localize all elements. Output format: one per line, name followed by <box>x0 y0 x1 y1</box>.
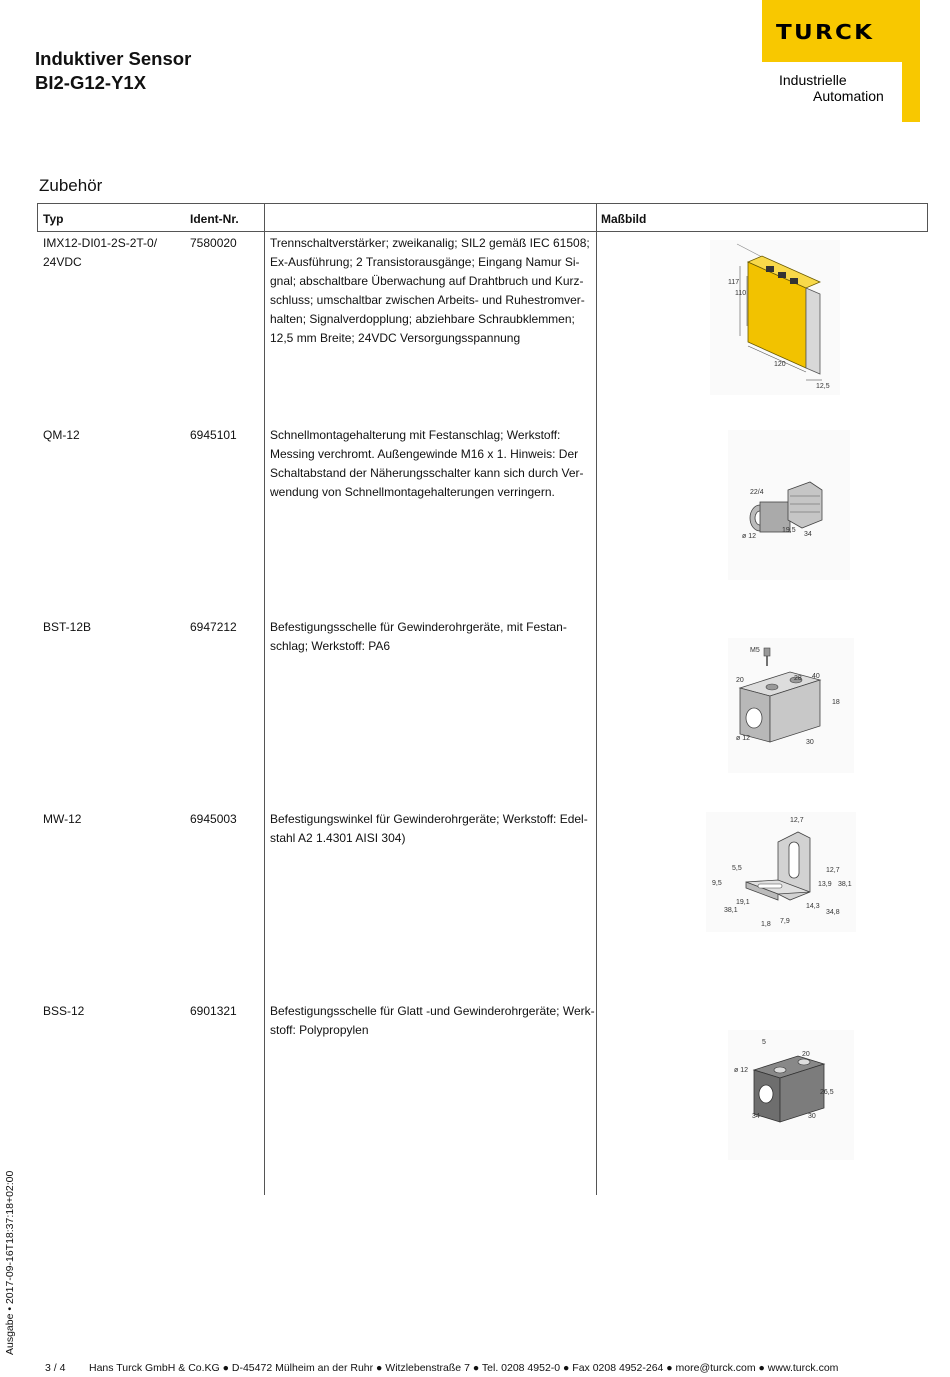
footer <box>45 1362 838 1374</box>
header-type: Typ <box>43 212 64 226</box>
dim-label: 14,3 <box>806 903 820 910</box>
dim-label: 34 <box>752 1113 760 1120</box>
dim-label: 28 <box>794 675 802 682</box>
logo-side-bar <box>902 62 920 122</box>
dim-label: 110 <box>735 290 747 297</box>
row-type: MW-12 <box>43 812 82 826</box>
desc-line: Schnellmontagehalterung mit Festanschlag; Werkstoff: <box>270 428 561 442</box>
desc-line: stoff: Polypropylen <box>270 1023 369 1037</box>
column-divider <box>596 203 597 1195</box>
dim-label: 22/4 <box>750 489 764 496</box>
row-type: BSS-12 <box>43 1004 85 1018</box>
turck-logo-wordmark: TURCK <box>776 20 875 44</box>
dim-label: 38,1 <box>724 907 738 914</box>
desc-line: schlag; Werkstoff: PA6 <box>270 639 391 653</box>
column-divider <box>264 203 265 1195</box>
desc-line: schluss; umschaltbar zwischen Arbeits- und Ruhestromver- <box>270 293 585 307</box>
dim-label: 1,8 <box>761 921 771 928</box>
desc-line: Ex-Ausführung; 2 Transistorausgänge; Eingang Namur Si- <box>270 255 580 269</box>
dim-label: M5 <box>750 647 760 654</box>
desc-line: Schaltabstand der Näherungsschalter kann sich durch Ver- <box>270 466 584 480</box>
bst12b-drawing <box>728 638 854 773</box>
header-drawing: Maßbild <box>601 212 647 226</box>
dim-label: 20 <box>802 1051 810 1058</box>
dim-label: 5,5 <box>732 865 742 872</box>
desc-line: wendung von Schnellmontagehalterungen verringern. <box>270 485 555 499</box>
product-category: Induktiver Sensor <box>35 48 192 69</box>
dim-label: 18 <box>832 699 840 706</box>
row-ident: 6945101 <box>190 428 237 442</box>
dim-label: 40 <box>812 673 820 680</box>
desc-line: Befestigungswinkel für Gewinderohrgeräte; Werkstoff: Edel- <box>270 812 588 826</box>
row-description <box>270 234 595 348</box>
row-ident: 6947212 <box>190 620 237 634</box>
row-description <box>270 1002 595 1040</box>
row-ident: 7580020 <box>190 236 237 250</box>
dim-label: 7,9 <box>780 918 790 925</box>
logo-tagline <box>779 72 884 104</box>
type-text: IMX12-DI01-2S-2T-0/ <box>43 236 158 250</box>
product-model: BI2-G12-Y1X <box>35 72 147 93</box>
dim-label: 38,1 <box>838 881 852 888</box>
desc-line: Befestigungsschelle für Glatt -und Gewinderohrgeräte; Werk- <box>270 1004 595 1018</box>
dim-label: 13,9 <box>818 881 832 888</box>
row-ident: 6945003 <box>190 812 237 826</box>
dim-label: 120 <box>774 361 786 368</box>
dim-label: 30 <box>808 1113 816 1120</box>
section-title: Zubehör <box>39 176 103 195</box>
imx12-drawing <box>710 240 840 395</box>
desc-line: halten; Signalverdopplung; abziehbare Schraubklemmen; <box>270 312 575 326</box>
row-description <box>270 810 595 848</box>
desc-line: Befestigungsschelle für Gewinderohrgeräte, mit Festan- <box>270 620 567 634</box>
row-type: QM-12 <box>43 428 80 442</box>
dim-label: 20 <box>736 677 744 684</box>
dim-label: ø 12 <box>736 735 751 742</box>
desc-line: Trennschaltverstärker; zweikanalig; SIL2 gemäß IEC 61508; <box>270 236 590 250</box>
logo-tagline-line1: Industrielle <box>779 72 847 88</box>
row-type: BST-12B <box>43 620 92 634</box>
row-description <box>270 618 595 656</box>
dim-label: 12,7 <box>790 817 804 824</box>
issue-date: Ausgabe • 2017-09-16T18:37:18+02:00 <box>4 1170 16 1355</box>
desc-line: Messing verchromt. Außengewinde M16 x 1. Hinweis: Der <box>270 447 579 461</box>
row-ident: 6901321 <box>190 1004 237 1018</box>
mw12-drawing <box>706 812 856 932</box>
dim-label: 34,8 <box>826 909 840 916</box>
type-text: 24VDC <box>43 255 82 269</box>
desc-line: 12,5 mm Breite; 24VDC Versorgungsspannung <box>270 331 521 345</box>
header-ident: Ident-Nr. <box>190 212 239 226</box>
bss12-drawing <box>728 1030 854 1160</box>
row-type <box>43 234 157 272</box>
product-title <box>35 47 191 95</box>
dim-label: ø 12 <box>742 533 757 540</box>
desc-line: stahl A2 1.4301 AISI 304) <box>270 831 406 845</box>
logo-tagline-line2: Automation <box>813 88 884 104</box>
dim-label: 34 <box>804 531 812 538</box>
table-header <box>37 203 928 232</box>
qm12-drawing <box>728 430 850 580</box>
page-number: 3 / 4 <box>45 1362 66 1374</box>
desc-line: gnal; abschaltbare Überwachung auf Drahtbruch und Kurz- <box>270 274 584 288</box>
dim-label: 30 <box>806 739 814 746</box>
dim-label: 9,5 <box>712 880 722 887</box>
dim-label: 5 <box>762 1039 766 1046</box>
dim-label: 19,5 <box>782 527 796 534</box>
dim-label: 12,7 <box>826 867 840 874</box>
dim-label: 117 <box>728 279 740 286</box>
row-description <box>270 426 595 502</box>
dim-label: 12,5 <box>816 383 830 390</box>
footer-contact: Hans Turck GmbH & Co.KG ● D-45472 Mülheim an der Ruhr ● Witzlebenstraße 7 ● Tel. 0208 4952-0 ● Fax 0208 4952-264 ● more@turck.com ● www.turck.com <box>89 1362 839 1374</box>
dim-label: 26,5 <box>820 1089 834 1096</box>
dim-label: ø 12 <box>734 1067 749 1074</box>
dim-label: 19,1 <box>736 899 750 906</box>
